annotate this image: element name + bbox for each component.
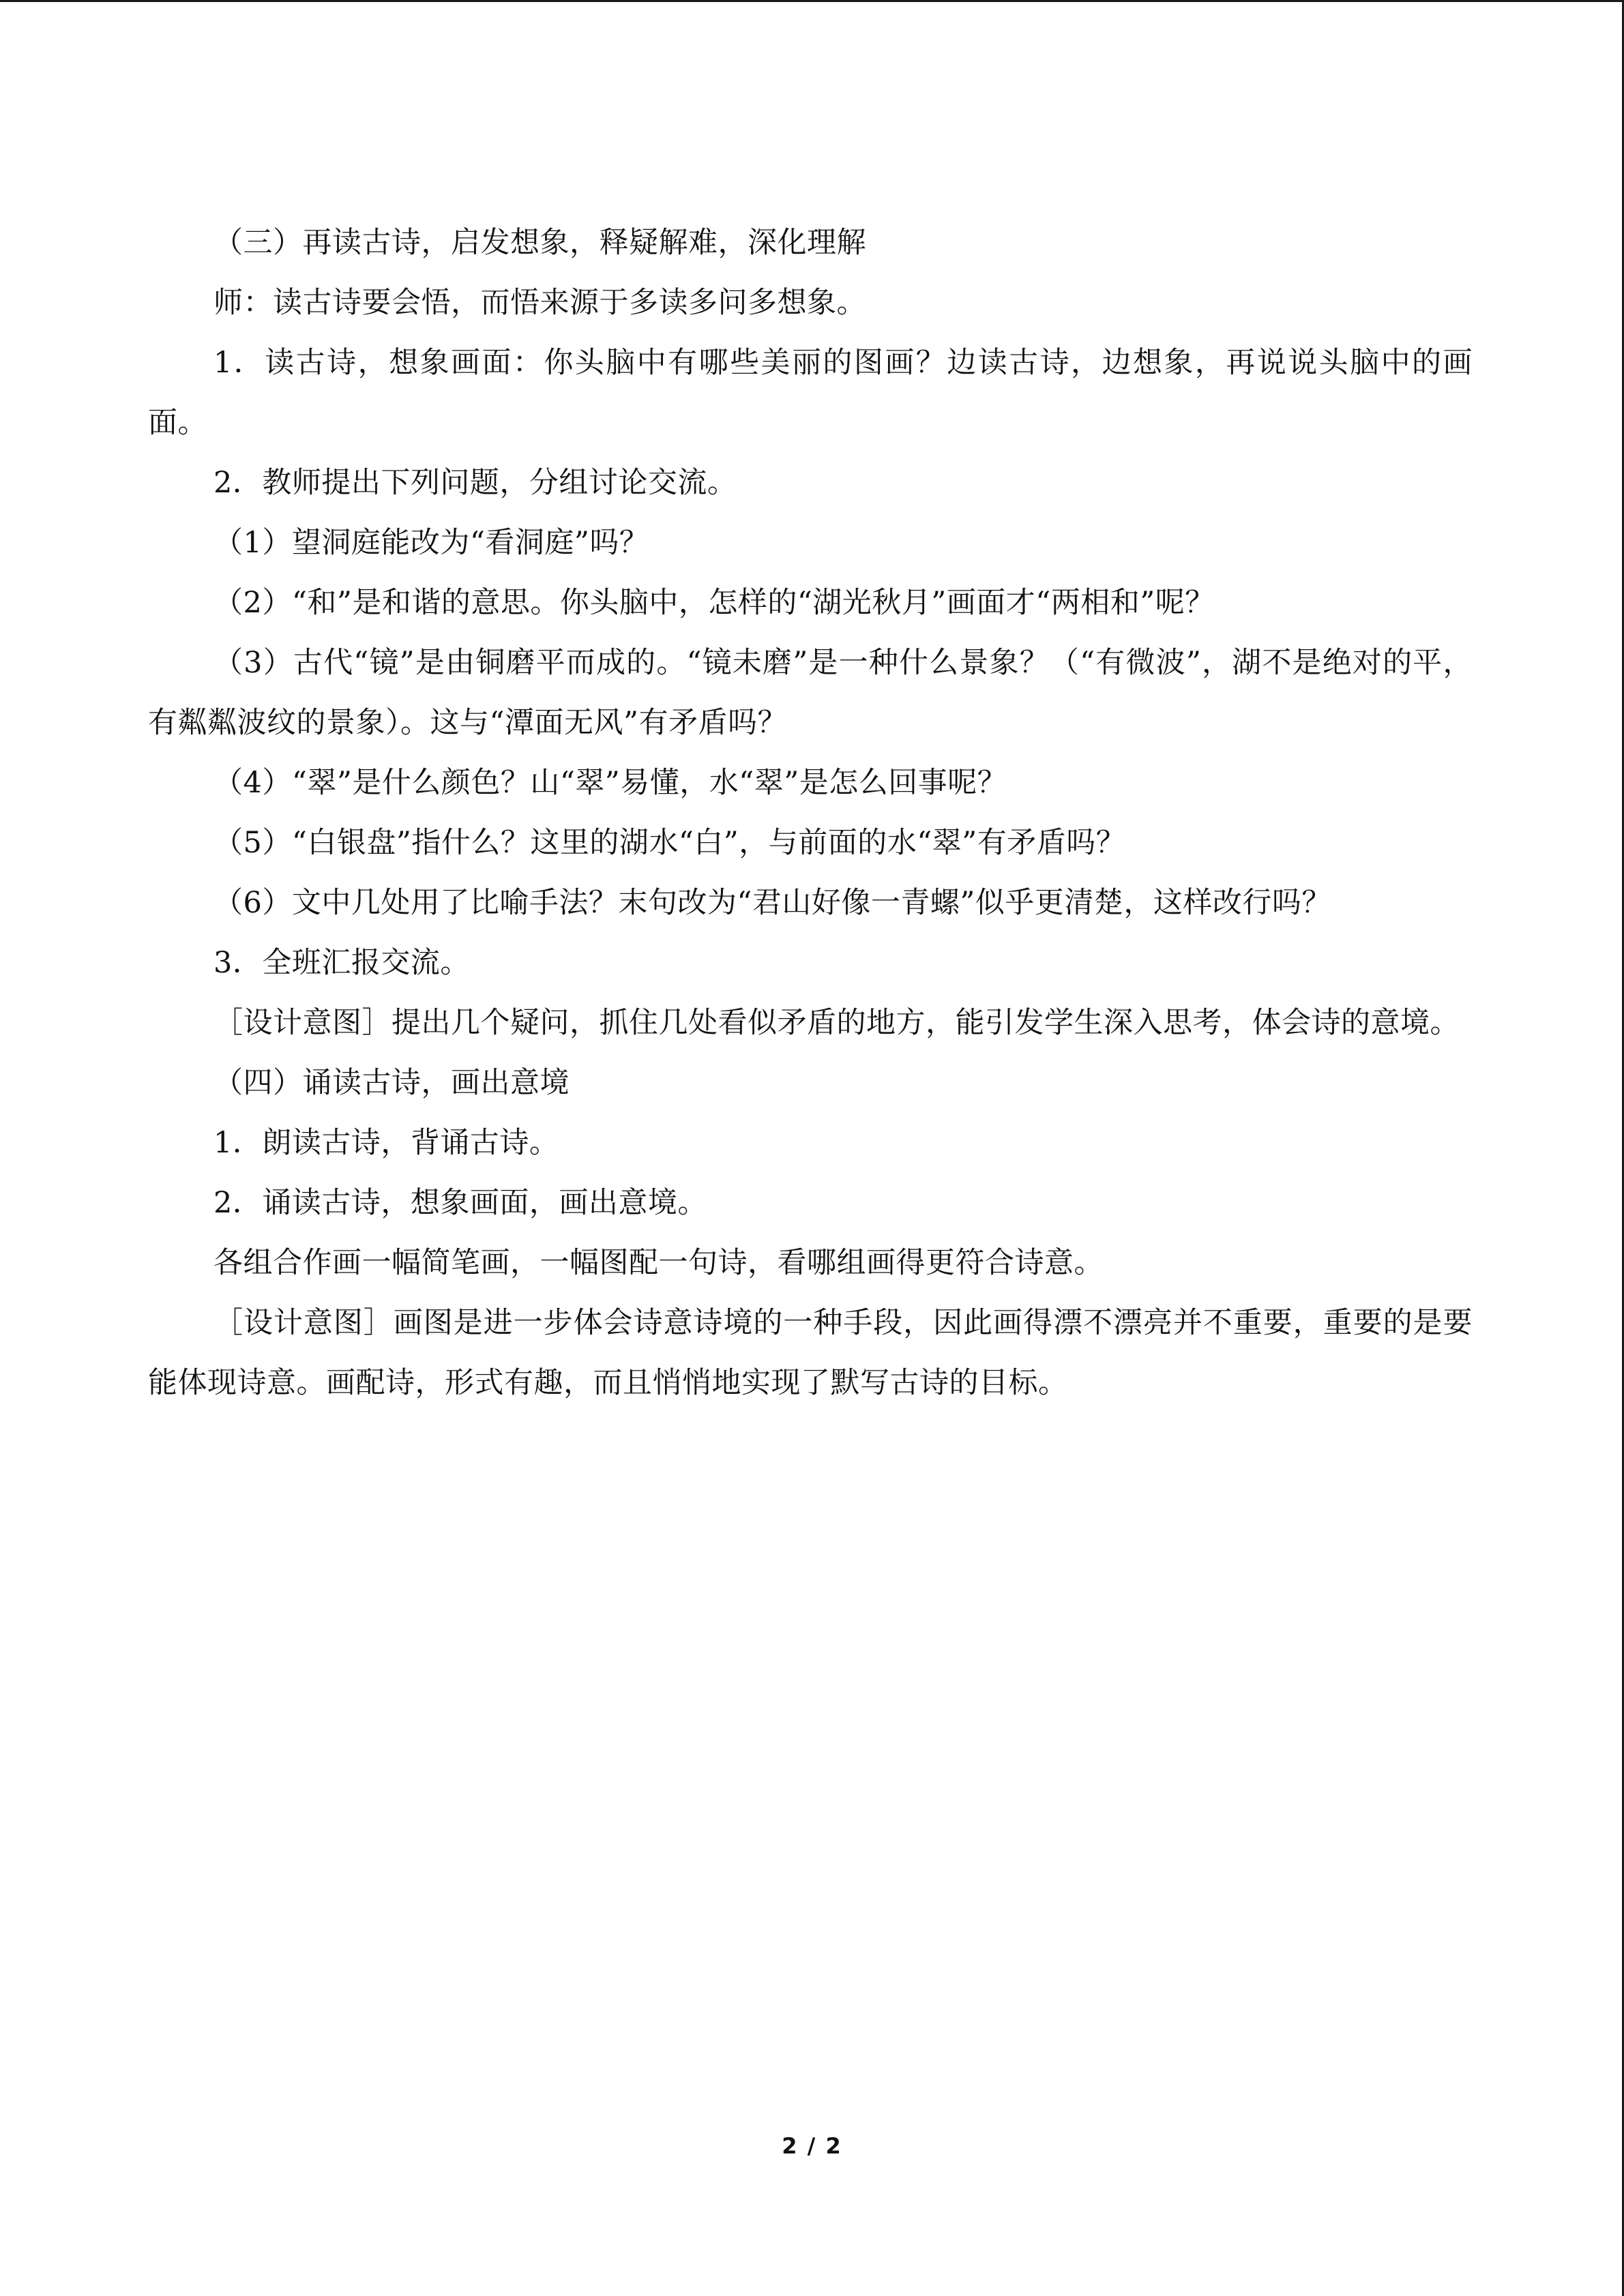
section-heading-4: （四）诵读古诗，画出意境 [213,1066,570,1100]
teacher-intro: 师：读古诗要会悟，而悟来源于多读多问多想象。 [213,286,866,320]
design-intent-2: ［设计意图］画图是进一步体会诗意诗境的一种手段，因此画得漂不漂亮并不重要，重要的是要能体现诗意。画配诗，形式有趣，而且悄悄地实现了默写古诗的目标。 [148,1306,1473,1400]
activity-1: 1．朗读古诗，背诵古诗。 [213,1126,559,1160]
question-6: （6）文中几处用了比喻手法？末句改为“君山好像一青螺”似乎更清楚，这样改行吗？ [213,886,1331,920]
question-4: （4）“翠”是什么颜色？山“翠”易懂，水“翠”是怎么回事呢？ [213,766,1007,800]
step-3: 3．全班汇报交流。 [213,946,470,980]
page-border-top [0,0,1624,2]
question-2: （2）“和”是和谐的意思。你头脑中，怎样的“湖光秋月”画面才“两相和”呢？ [213,586,1215,620]
step-1: 1．读古诗，想象画面：你头脑中有哪些美丽的图画？边读古诗，边想象，再说说头脑中的画面。 [148,346,1473,440]
question-1: （1）望洞庭能改为“看洞庭”吗？ [213,526,649,560]
question-5: （5）“白银盘”指什么？这里的湖水“白”，与前面的水“翠”有矛盾吗？ [213,826,1126,860]
question-3: （3）古代“镜”是由铜磨平而成的。“镜未磨”是一种什么景象？（“有微波”，湖不是绝对的平，有粼粼波纹的景象）。这与“潭面无风”有矛盾吗？ [148,646,1473,740]
step-2: 2．教师提出下列问题，分组讨论交流。 [213,466,737,500]
page-number: 2 / 2 [782,2133,842,2159]
section-heading-3: （三）再读古诗，启发想象，释疑解难，深化理解 [213,226,866,260]
design-intent-1: ［设计意图］提出几个疑问，抓住几处看似矛盾的地方，能引发学生深入思考，体会诗的意境。 [213,1006,1460,1040]
document-body [148,213,1473,1413]
group-task: 各组合作画一幅简笔画，一幅图配一句诗，看哪组画得更符合诗意。 [213,1246,1104,1280]
activity-2: 2．诵读古诗，想象画面，画出意境。 [213,1186,707,1220]
